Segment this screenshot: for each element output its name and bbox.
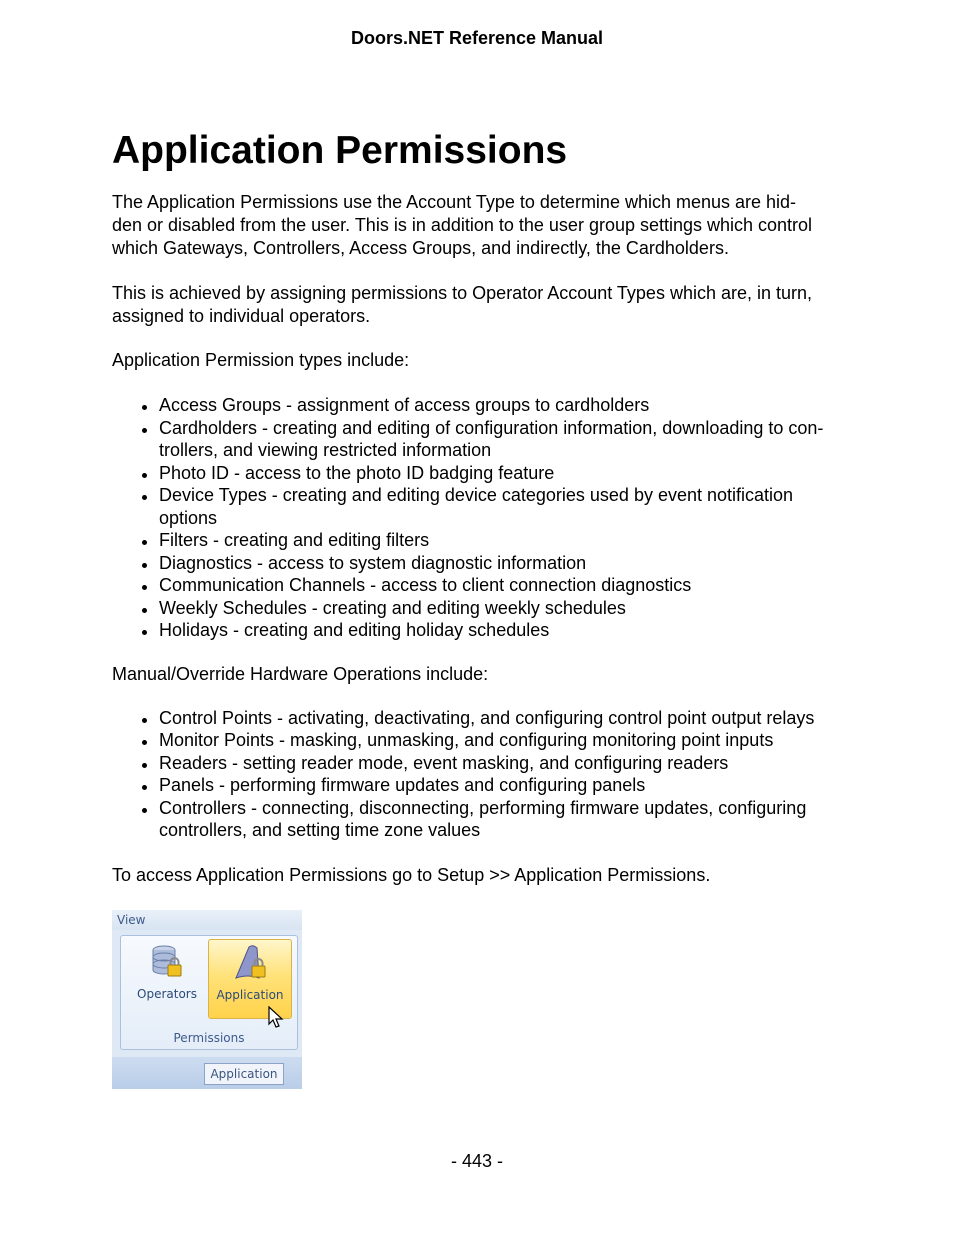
list-item-text: Filters - creating and editing filters bbox=[159, 530, 430, 550]
intro1-line2: den or disabled from the user. This is in addition to the user group settings which control bbox=[112, 215, 813, 235]
types-heading: Application Permission types include: bbox=[112, 350, 410, 370]
access-instructions: To access Application Permissions go to Setup >> Application Permissions. bbox=[112, 864, 711, 885]
list-item-text: Communication Channels - access to client connection diagnostics bbox=[159, 575, 692, 595]
page-number: - 443 - bbox=[450, 1151, 504, 1171]
status-bar bbox=[112, 1057, 302, 1089]
intro1-line1: The Application Permissions use the Account Type to determine which menus are hid- bbox=[112, 192, 797, 212]
list-item bbox=[112, 552, 852, 575]
page-title: Application Permissions bbox=[112, 129, 568, 172]
intro1-line3: which Gateways, Controllers, Access Groups, and indirectly, the Cardholders. bbox=[112, 238, 729, 258]
intro-paragraph-1 bbox=[112, 191, 852, 260]
view-menu-label[interactable]: View bbox=[112, 910, 302, 930]
list-item-text: Panels - performing firmware updates and configuring panels bbox=[159, 775, 646, 795]
list-item-text: Monitor Points - masking, unmasking, and configuring monitoring point inputs bbox=[159, 730, 774, 750]
override-heading: Manual/Override Hardware Operations include: bbox=[112, 663, 489, 684]
list-item-text: Access Groups - assignment of access groups to cardholders bbox=[159, 395, 650, 415]
list-item bbox=[112, 707, 852, 730]
list-item bbox=[112, 529, 852, 552]
list-item bbox=[112, 394, 852, 417]
list-item bbox=[112, 774, 852, 797]
list-item-text: Cardholders - creating and editing of configuration information, downloading to con- bbox=[159, 417, 824, 438]
list-item bbox=[112, 462, 852, 485]
list-item-text: options bbox=[159, 507, 218, 528]
running-header: Doors.NET Reference Manual bbox=[350, 28, 604, 48]
list-item bbox=[112, 752, 852, 775]
operators-button[interactable] bbox=[125, 939, 209, 1019]
list-item-text: Readers - setting reader mode, event masking, and configuring readers bbox=[159, 752, 729, 773]
override-ops-list bbox=[112, 707, 852, 842]
list-item-text: Photo ID - access to the photo ID badging feature bbox=[159, 462, 555, 483]
list-item-text: Controllers - connecting, disconnecting, performing firmware updates, configuring bbox=[159, 797, 807, 818]
page-content bbox=[112, 128, 852, 887]
list-item bbox=[112, 797, 852, 842]
ribbon-screenshot bbox=[112, 910, 302, 1089]
list-item-text: Device Types - creating and editing device categories used by event notification bbox=[159, 485, 794, 505]
list-item bbox=[112, 619, 852, 642]
intro-paragraph-2 bbox=[112, 282, 852, 328]
list-item bbox=[112, 597, 852, 620]
application-lock-icon bbox=[233, 944, 269, 982]
intro2-line1: This is achieved by assigning permissions to Operator Account Types which are, in turn, bbox=[112, 283, 813, 303]
list-item-text: Weekly Schedules - creating and editing weekly schedules bbox=[159, 597, 626, 618]
intro2-line2: assigned to individual operators. bbox=[112, 306, 371, 326]
list-item bbox=[112, 484, 852, 529]
list-item-text: Diagnostics - access to system diagnostic information bbox=[159, 552, 587, 573]
application-label: Application bbox=[216, 988, 284, 1002]
permission-types-list bbox=[112, 394, 852, 642]
list-item-text: Holidays - creating and editing holiday schedules bbox=[159, 620, 550, 640]
mouse-cursor-icon bbox=[267, 1006, 285, 1030]
permissions-group-label: Permissions bbox=[173, 1031, 245, 1045]
application-tab[interactable]: Application bbox=[204, 1063, 284, 1085]
list-item-text: controllers, and setting time zone values bbox=[159, 820, 481, 840]
operators-label: Operators bbox=[137, 987, 197, 1001]
list-item bbox=[112, 417, 852, 462]
list-item bbox=[112, 574, 852, 597]
list-item-text: trollers, and viewing restricted information bbox=[159, 440, 492, 460]
permissions-group bbox=[120, 935, 298, 1050]
list-item-text: Control Points - activating, deactivating, and configuring control point output relays bbox=[159, 707, 815, 728]
list-item bbox=[112, 729, 852, 752]
database-lock-icon bbox=[149, 943, 185, 981]
